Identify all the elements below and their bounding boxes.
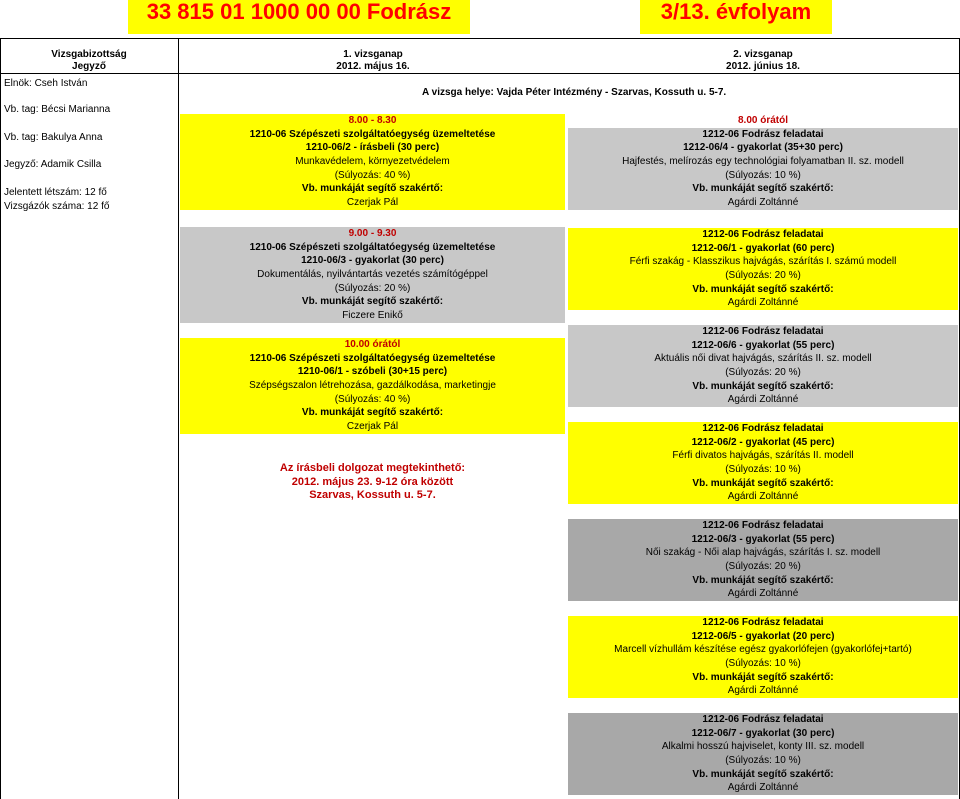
task-title: 1212-06/5 - gyakorlat (20 perc) xyxy=(691,630,835,642)
day2-task-4 xyxy=(568,422,958,504)
notice-line-1: Az írásbeli dolgozat megtekinthető: xyxy=(279,462,466,474)
grade-title: 3/13. évfolyam xyxy=(640,0,832,34)
day2-task-2 xyxy=(568,228,958,310)
module-title: 1212-06 Fodrász feladatai xyxy=(702,326,824,337)
examinee-count: Vizsgázók száma: 12 fő xyxy=(4,201,110,212)
task-weight: (Súlyozás: 10 %) xyxy=(725,755,801,767)
session-time: 8.00 - 8.30 xyxy=(348,115,397,126)
day1-label: 1. vizsganap xyxy=(343,49,403,60)
notice-line-3: Szarvas, Kossuth u. 5-7. xyxy=(309,489,436,502)
exam-location: A vizsga helye: Vajda Péter Intézmény - Szarvas, Kossuth u. 5-7. xyxy=(422,87,727,98)
day1-date: 2012. május 16. xyxy=(336,61,410,72)
task-description: Női szakág - Női alap hajvágás, szárítás I. sz. modell xyxy=(645,547,881,559)
expert-name: Ficzere Enikő xyxy=(342,310,403,322)
expert-name: Czerjak Pál xyxy=(346,421,399,433)
task-weight: (Súlyozás: 10 %) xyxy=(725,658,801,670)
task-weight: (Súlyozás: 40 %) xyxy=(334,169,411,181)
expert-label: Vb. munkáját segítő szakértő: xyxy=(301,407,444,419)
task-title: 1212-06/1 - gyakorlat (60 perc) xyxy=(691,242,835,254)
day2-label: 2. vizsganap xyxy=(733,49,793,60)
task-description: Munkavédelem, környezetvédelem xyxy=(295,156,450,168)
task-title: 1210-06/1 - szóbeli (30+15 perc) xyxy=(297,366,448,378)
day1-session-2 xyxy=(180,227,565,323)
day2-task-6 xyxy=(568,616,958,698)
task-title: 1212-06/2 - gyakorlat (45 perc) xyxy=(691,436,835,448)
module-title: 1210-06 Szépészeti szolgáltatóegység üzemeltetése xyxy=(249,241,496,253)
day1-session-3 xyxy=(180,338,565,434)
session-time: 10.00 órától xyxy=(344,339,401,350)
task-description: Marcell vízhullám készítése egész gyakorlófejen (gyakorlófej+tartó) xyxy=(614,644,912,656)
day2-date: 2012. június 18. xyxy=(726,61,800,72)
expert-name: Agárdi Zoltánné xyxy=(727,491,799,503)
task-title: 1210-06/3 - gyakorlat (30 perc) xyxy=(301,255,444,267)
task-title: 1212-06/6 - gyakorlat (55 perc) xyxy=(691,339,835,351)
task-description: Férfi szakág - Klasszikus hajvágás, szárítás I. számú modell xyxy=(629,256,897,268)
expert-name: Agárdi Zoltánné xyxy=(727,782,799,794)
expert-label: Vb. munkáját segítő szakértő: xyxy=(692,477,834,489)
task-title: 1212-06/7 - gyakorlat (30 perc) xyxy=(691,727,835,739)
day2-task-3 xyxy=(568,325,958,407)
expert-name: Agárdi Zoltánné xyxy=(727,297,799,309)
module-title: 1212-06 Fodrász feladatai xyxy=(702,617,824,628)
document-title: 33 815 01 1000 00 00 Fodrász xyxy=(128,0,470,34)
module-title: 1210-06 Szépészeti szolgáltatóegység üzemeltetése xyxy=(249,128,496,140)
header-separator xyxy=(0,73,960,74)
task-title: 1212-06/4 - gyakorlat (35+30 perc) xyxy=(683,142,843,154)
task-weight: (Súlyozás: 20 %) xyxy=(725,270,801,282)
task-description: Alkalmi hosszú hajviselet, konty III. sz. modell xyxy=(661,741,865,753)
expert-label: Vb. munkáját segítő szakértő: xyxy=(692,183,834,195)
module-title: 1212-06 Fodrász feladatai xyxy=(702,714,824,725)
expert-label: Vb. munkáját segítő szakértő: xyxy=(692,380,834,392)
session-time: 8.00 órától xyxy=(568,114,958,128)
header-jegyzo: Jegyző xyxy=(72,61,106,72)
day2-task-1 xyxy=(568,114,958,210)
module-title: 1210-06 Szépészeti szolgáltatóegység üzemeltetése xyxy=(249,352,496,364)
expert-label: Vb. munkáját segítő szakértő: xyxy=(301,183,444,195)
notice-line-2: 2012. május 23. 9-12 óra között xyxy=(291,475,454,488)
task-description: Férfi divatos hajvágás, szárítás II. modell xyxy=(672,450,854,462)
task-title: 1212-06/3 - gyakorlat (55 perc) xyxy=(691,533,835,545)
task-weight: (Súlyozás: 20 %) xyxy=(725,561,801,573)
header-vizsgabizottsag: Vizsgabizottság xyxy=(51,49,127,60)
task-description: Dokumentálás, nyilvántartás vezetés számítógéppel xyxy=(257,269,488,281)
task-weight: (Súlyozás: 40 %) xyxy=(334,393,411,405)
expert-label: Vb. munkáját segítő szakértő: xyxy=(692,283,834,295)
reported-headcount: Jelentett létszám: 12 fő xyxy=(4,187,107,198)
committee-recorder: Jegyző: Adamik Csilla xyxy=(4,159,102,170)
task-description: Aktuális női divat hajvágás, szárítás II. sz. modell xyxy=(654,353,872,365)
day2-task-5 xyxy=(568,519,958,601)
left-border xyxy=(0,38,1,799)
module-title: 1212-06 Fodrász feladatai xyxy=(702,229,824,240)
expert-name: Agárdi Zoltánné xyxy=(727,588,799,600)
expert-label: Vb. munkáját segítő szakértő: xyxy=(692,671,834,683)
module-title: 1212-06 Fodrász feladatai xyxy=(702,128,824,140)
expert-name: Agárdi Zoltánné xyxy=(727,197,799,209)
day2-task-7 xyxy=(568,713,958,795)
expert-label: Vb. munkáját segítő szakértő: xyxy=(692,574,834,586)
expert-label: Vb. munkáját segítő szakértő: xyxy=(301,296,444,308)
written-exam-notice xyxy=(180,462,565,503)
session-time: 9.00 - 9.30 xyxy=(348,228,397,239)
module-title: 1212-06 Fodrász feladatai xyxy=(702,423,824,434)
task-description: Hajfestés, melírozás egy technológiai folyamatban II. sz. modell xyxy=(622,156,904,168)
task-weight: (Súlyozás: 20 %) xyxy=(725,367,801,379)
committee-member-1: Vb. tag: Bécsi Marianna xyxy=(4,104,111,115)
col-divider-1 xyxy=(178,38,179,799)
committee-president: Elnök: Cseh István xyxy=(4,78,88,89)
task-weight: (Súlyozás: 10 %) xyxy=(725,169,801,181)
module-title: 1212-06 Fodrász feladatai xyxy=(702,520,824,531)
task-title: 1210-06/2 - írásbeli (30 perc) xyxy=(305,142,440,154)
task-weight: (Súlyozás: 20 %) xyxy=(334,282,411,294)
top-border xyxy=(0,38,960,39)
expert-name: Agárdi Zoltánné xyxy=(727,685,799,697)
committee-member-2: Vb. tag: Bakulya Anna xyxy=(4,132,103,143)
expert-name: Czerjak Pál xyxy=(346,197,399,209)
day1-session-1 xyxy=(180,114,565,210)
task-description: Szépségszalon létrehozása, gazdálkodása, marketingje xyxy=(249,380,496,392)
expert-name: Agárdi Zoltánné xyxy=(727,394,799,406)
expert-label: Vb. munkáját segítő szakértő: xyxy=(692,768,834,780)
task-weight: (Súlyozás: 10 %) xyxy=(725,464,801,476)
